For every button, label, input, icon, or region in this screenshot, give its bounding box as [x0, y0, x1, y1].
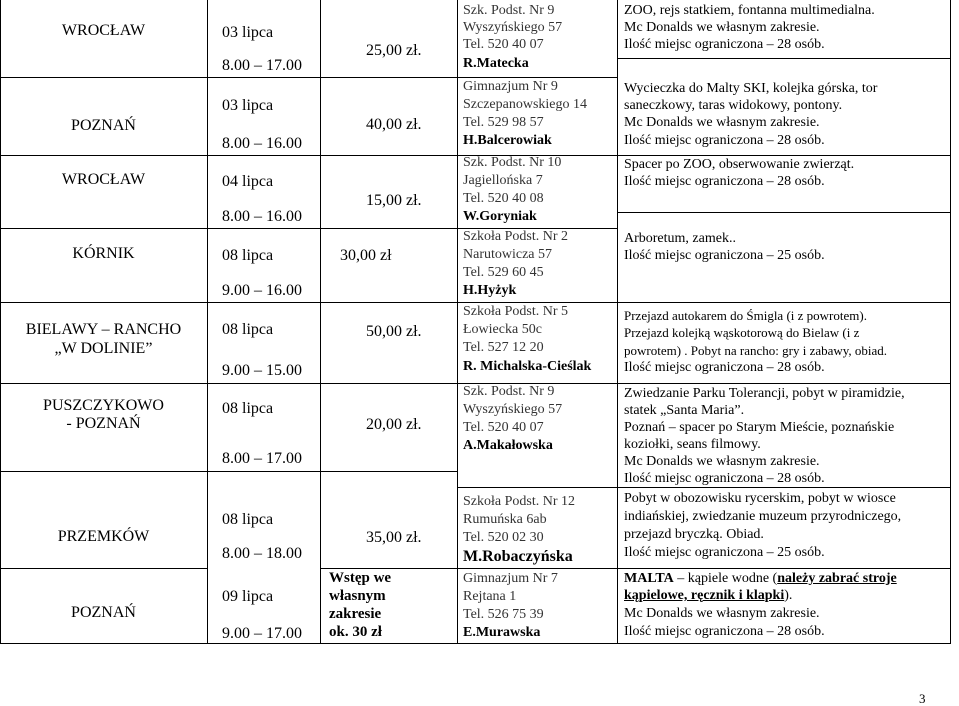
row-divider	[0, 77, 320, 78]
date-cell: 09 lipca	[222, 588, 274, 605]
price-cell: 40,00 zł.	[366, 116, 422, 133]
school-name: Gimnazjum Nr 7	[463, 571, 558, 586]
row-divider	[320, 383, 458, 384]
row-divider	[320, 77, 458, 78]
price-note: ok. 30 zł	[329, 624, 382, 640]
program-line: koziołki, seans filmowy.	[624, 437, 761, 452]
date-cell: 08 lipca	[222, 247, 274, 264]
malta-text: – kąpiele wodne (	[673, 571, 778, 586]
school-name: Szk. Podst. Nr 10	[463, 155, 562, 170]
row-divider	[617, 58, 951, 59]
school-address: Szczepanowskiego 14	[463, 97, 588, 112]
teacher-name: E.Murawska	[463, 625, 541, 640]
row-divider	[320, 228, 458, 229]
place-cell: BIELAWY – RANCHO	[25, 321, 182, 338]
time-cell: 9.00 – 15.00	[222, 362, 302, 379]
school-phone: Tel. 520 40 07	[463, 420, 544, 435]
program-line: Mc Donalds we własnym zakresie.	[624, 115, 820, 130]
school-name: Szkoła Podst. Nr 12	[463, 494, 575, 509]
school-phone: Tel. 526 75 39	[463, 607, 544, 622]
time-cell: 8.00 – 16.00	[222, 208, 302, 225]
row-divider	[457, 77, 618, 78]
school-phone: Tel. 520 40 08	[463, 191, 544, 206]
row-divider	[617, 383, 951, 384]
time-cell: 8.00 – 16.00	[222, 135, 302, 152]
price-note: własnym	[329, 588, 386, 604]
school-phone: Tel. 520 40 07	[463, 37, 544, 52]
school-address: Rejtana 1	[463, 589, 517, 604]
row-divider	[617, 302, 951, 303]
program-line: Mc Donalds we własnym zakresie.	[624, 454, 820, 469]
row-divider	[457, 302, 618, 303]
school-phone: Tel. 527 12 20	[463, 340, 544, 355]
date-cell: 04 lipca	[222, 173, 274, 190]
school-phone: Tel. 529 98 57	[463, 115, 544, 130]
row-divider	[617, 212, 951, 213]
school-phone: Tel. 520 02 30	[463, 530, 544, 545]
row-divider	[320, 568, 458, 569]
program-line: Ilość miejsc ograniczona – 25 osób.	[624, 248, 825, 263]
price-note: zakresie	[329, 606, 382, 622]
school-address: Jagiellońska 7	[463, 173, 543, 188]
time-cell: 8.00 – 18.00	[222, 545, 302, 562]
program-line: Poznań – spacer po Starym Mieście, poznańskie	[624, 420, 895, 435]
malta-note: należy zabrać stroje	[777, 571, 897, 586]
program-line: Pobyt w obozowisku rycerskim, pobyt w wiosce	[624, 491, 896, 506]
row-divider	[0, 383, 320, 384]
program-line: Ilość miejsc ograniczona – 25 osób.	[624, 545, 825, 560]
program-line: Ilość miejsc ograniczona – 28 osób.	[624, 624, 825, 639]
school-name: Szk. Podst. Nr 9	[463, 384, 555, 399]
grid-line	[207, 0, 208, 643]
program-line: ZOO, rejs statkiem, fontanna multimedialna.	[624, 3, 875, 18]
date-cell: 03 lipca	[222, 24, 274, 41]
price-cell: 30,00 zł	[340, 247, 392, 264]
price-cell: 50,00 zł.	[366, 323, 422, 340]
teacher-name: H.Balcerowiak	[463, 133, 552, 148]
program-line: Arboretum, zamek..	[624, 231, 736, 246]
teacher-name: M.Robaczyńska	[463, 548, 573, 565]
program-line: Ilość miejsc ograniczona – 28 osób.	[624, 174, 825, 189]
malta-label: MALTA	[624, 571, 674, 586]
program-line: statek „Santa Maria”.	[624, 403, 745, 418]
teacher-name: A.Makałowska	[463, 438, 553, 453]
program-line: Spacer po ZOO, obserwowanie zwierząt.	[624, 157, 855, 172]
place-cell: POZNAŃ	[71, 604, 136, 621]
date-cell: 08 lipca	[222, 400, 274, 417]
row-divider	[0, 471, 320, 472]
program-line: Mc Donalds we własnym zakresie.	[624, 606, 820, 621]
date-cell: 08 lipca	[222, 321, 274, 338]
place-cell: PUSZCZYKOWO	[43, 397, 164, 414]
row-divider	[0, 228, 320, 229]
date-cell: 03 lipca	[222, 97, 274, 114]
school-phone: Tel. 529 60 45	[463, 265, 544, 280]
grid-line	[950, 0, 951, 643]
place-cell: „W DOLINIE”	[54, 340, 153, 357]
teacher-name: H.Hyżyk	[463, 283, 517, 298]
table-bottom-border	[0, 643, 951, 644]
school-name: Szkoła Podst. Nr 5	[463, 304, 568, 319]
program-line: Ilość miejsc ograniczona – 28 osób.	[624, 37, 825, 52]
school-name: Szkoła Podst. Nr 2	[463, 229, 568, 244]
teacher-name: W.Goryniak	[463, 209, 537, 224]
school-address: Rumuńska 6ab	[463, 512, 547, 527]
program-line: Ilość miejsc ograniczona – 28 osób.	[624, 360, 825, 375]
program-line: Przejazd kolejką wąskotorową do Bielaw (i z	[624, 325, 860, 340]
place-cell: KÓRNIK	[72, 245, 135, 262]
row-divider	[617, 487, 951, 488]
row-divider	[617, 568, 951, 569]
row-divider	[457, 487, 618, 488]
program-line: przejazd bryczką. Obiad.	[624, 527, 764, 542]
place-cell: WROCŁAW	[61, 22, 146, 39]
program-line: Ilość miejsc ograniczona – 28 osób.	[624, 133, 825, 148]
program-line-malta	[624, 572, 897, 586]
program-line: saneczkowy, taras widokowy, pontony.	[624, 98, 843, 113]
program-line: Ilość miejsc ograniczona – 28 osób.	[624, 471, 825, 486]
price-cell: 20,00 zł.	[366, 416, 422, 433]
school-name: Gimnazjum Nr 9	[463, 79, 558, 94]
time-cell: 8.00 – 17.00	[222, 450, 302, 467]
place-cell: PRZEMKÓW	[57, 528, 150, 545]
place-cell: - POZNAŃ	[66, 415, 141, 432]
page-number: 3	[919, 691, 926, 706]
row-divider	[320, 302, 458, 303]
school-address: Wyszyńskiego 57	[463, 402, 563, 417]
row-divider	[0, 302, 320, 303]
row-divider	[320, 471, 458, 472]
price-cell: 35,00 zł.	[366, 529, 422, 546]
program-line: Zwiedzanie Parku Tolerancji, pobyt w piramidzie,	[624, 386, 905, 401]
school-address: Łowiecka 50c	[463, 322, 542, 337]
time-cell: 9.00 – 17.00	[222, 625, 302, 642]
row-divider	[617, 155, 951, 156]
school-name: Szk. Podst. Nr 9	[463, 3, 555, 18]
time-cell: 9.00 – 16.00	[222, 282, 302, 299]
row-divider	[320, 155, 458, 156]
grid-line	[617, 0, 618, 643]
school-address: Wyszyńskiego 57	[463, 20, 563, 35]
program-line: Przejazd autokarem do Śmigla (i z powrotem).	[624, 308, 867, 323]
place-cell: WROCŁAW	[61, 171, 146, 188]
malta-close: ).	[784, 588, 793, 603]
row-divider	[0, 568, 207, 569]
grid-line	[457, 0, 458, 643]
program-line: Wycieczka do Malty SKI, kolejka górska, tor	[624, 81, 878, 96]
grid-line	[320, 0, 321, 643]
program-line-malta-cont	[624, 589, 792, 603]
row-divider	[0, 155, 320, 156]
teacher-name: R.Matecka	[463, 56, 529, 71]
program-line: indiańskiej, zwiedzanie muzeum przyrodniczego,	[624, 509, 902, 524]
program-line: Mc Donalds we własnym zakresie.	[624, 20, 820, 35]
place-cell: POZNAŃ	[71, 117, 136, 134]
row-divider	[457, 568, 618, 569]
program-line: powrotem) . Pobyt na rancho: gry i zabawy, obiad.	[624, 343, 888, 358]
date-cell: 08 lipca	[222, 511, 274, 528]
time-cell: 8.00 – 17.00	[222, 57, 302, 74]
teacher-name: R. Michalska-Cieślak	[463, 359, 592, 374]
price-cell: 15,00 zł.	[366, 192, 422, 209]
price-cell: 25,00 zł.	[366, 42, 422, 59]
price-note: Wstęp we	[329, 570, 392, 586]
school-address: Narutowicza 57	[463, 247, 553, 262]
malta-note-cont: kąpielowe, ręcznik i klapki	[624, 588, 785, 603]
